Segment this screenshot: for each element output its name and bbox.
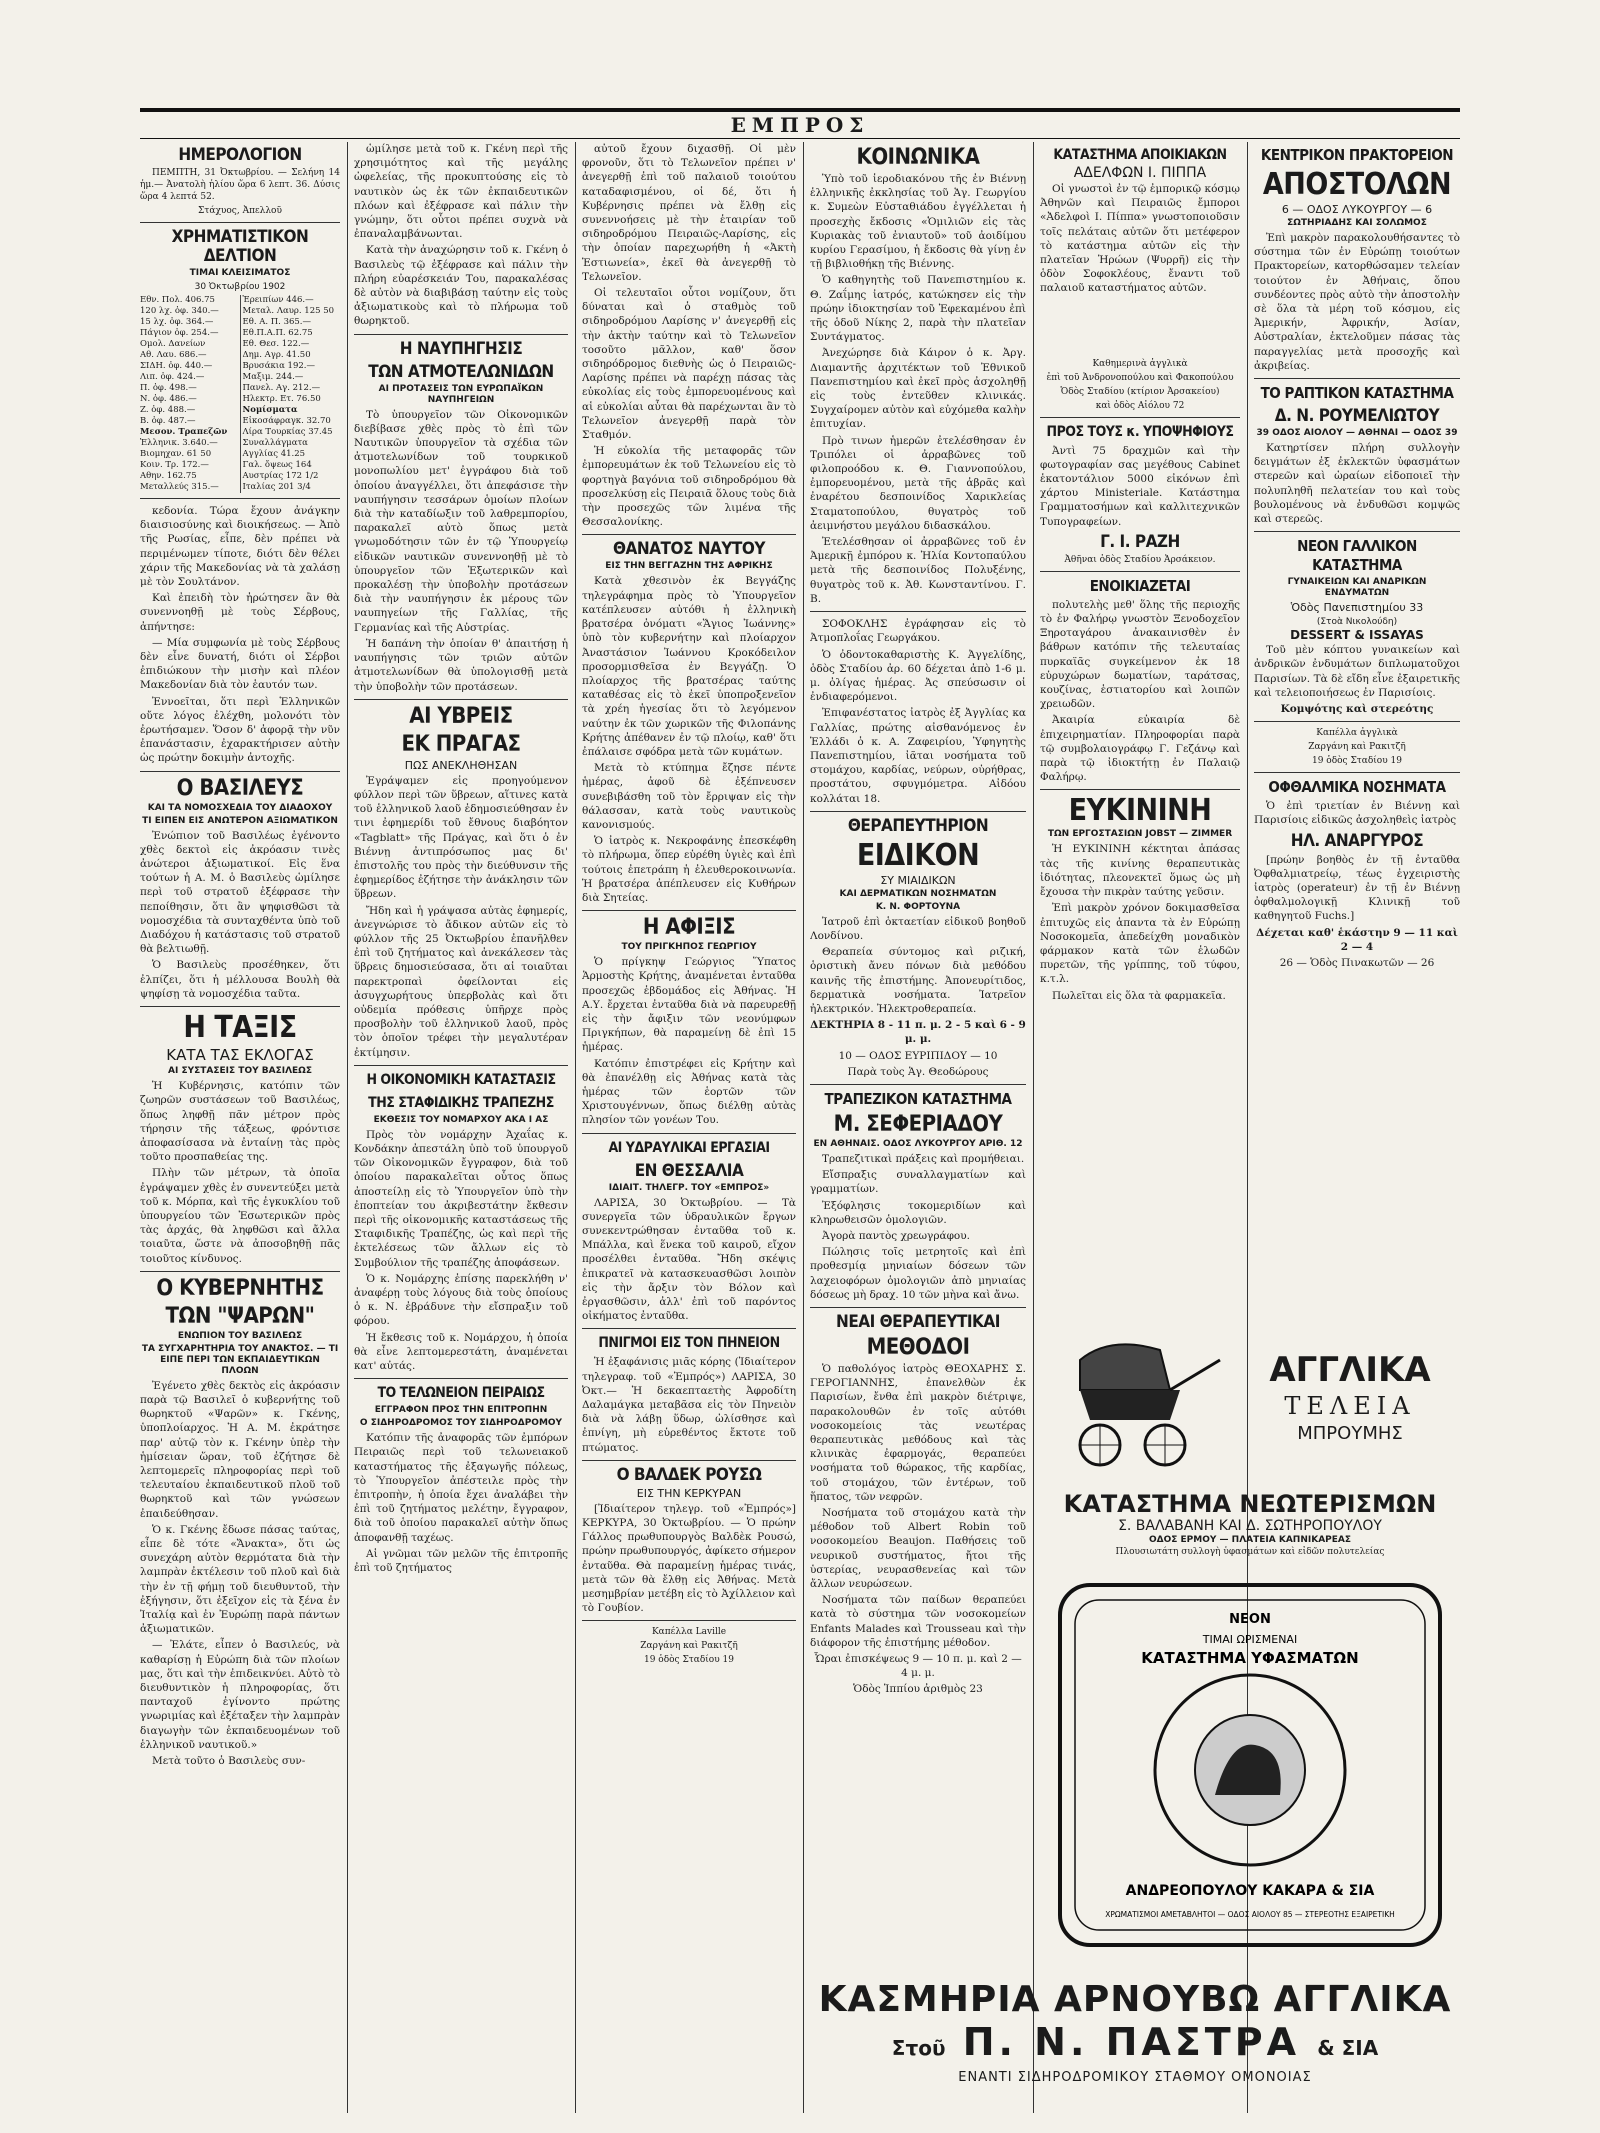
stock-row: Β. ὀφ. 487.— [140, 416, 196, 426]
stock-row: Εθ. Θεσ. 122.— [242, 339, 310, 349]
stock-row: Εθ. Α. Π. 365.— [242, 317, 312, 327]
article-text: Ἐνώπιον τοῦ Βασιλέως ἐγένοντο χθὲς δεκτοὶ εἰς ἀκρόασιν τινὲς ἀνώτεροι ἀξιωματικοί. Εἰς ἕνα τούτων ἡ Α. Μ. ὁ Βασιλεὺς ὡμίλησε περὶ τοῦ στρατοῦ ἐξέφρασε τὴν πεποίθησιν, ὅτι ἂν ψηφισθῶσι τὰ νομοσχέδια τὰ συνταχθέντα ὑπὸ τοῦ Διαδόχου ἡ κατάστασις τοῦ στρατοῦ θὰ βελτιωθῇ. [140, 829, 340, 956]
bottom-ad-name: Π. Ν. ΠΑΣΤΡΑ [962, 2020, 1300, 2064]
stock-title: ΧΡΗΜΑΤΙΣΤΙΚΟΝ ΔΕΛΤΙΟΝ [171, 227, 309, 266]
clinic-subtitle-2: ΣΥ ΜΙΑΙΔΙΚΩΝ [880, 873, 956, 887]
hydraulic-subtitle: ΕΝ ΘΕΣΣΑΛΙΑ [634, 1160, 744, 1181]
methods-title: ΝΕΑΙ ΘΕΡΑΠΕΥΤΙΚΑΙ [836, 1312, 1000, 1332]
article-text: Ἡ δαπάνη τὴν ὁποίαν θ' ἀπαιτήσῃ ἡ ναυπήγησις τῶν τριῶν αὐτῶν ἀτμοτελωνίδων θὰ ὑπολογισθῇ μετὰ τὴν ὑποβολὴν τῶν προτάσεων. [354, 637, 568, 693]
stock-row: Βρυσάκια 192.— [242, 361, 315, 371]
article-text: Ἡ Κυβέρνησις, κατόπιν τῶν ζωηρῶν συστάσεων τοῦ Βασιλέως, ὅπως ληφθῇ πᾶν μέτρον πρὸς τήρησιν τῆς τάξεως, φρόντισε ἀποφασίσασα νὰ ἐνταίνῃ τὰς πρὸς τοῦτο προσπαθείας της. [140, 1080, 340, 1164]
methods-subtitle: ΜΕΘΟΔΟΙ [866, 1335, 970, 1360]
article-text: Ἀκαιρία εὐκαιρία δὲ ἐπιχειρηματίαν. Πληροφορίαι παρὰ τῷ συμβολαιογράφῳ Γ. Γεζάνῳ καὶ παρὰ τῷ ἰδιοκτήτῃ ἐν Παλαιῷ Φαλήρῳ. [1040, 714, 1240, 784]
stock-row: Μαξιμ. 244.— [242, 372, 304, 382]
stock-row: Ἐρειπίων 446.— [242, 295, 314, 305]
clinic-address-2: Παρὰ τοὺς Ἁγ. Θεοδώρους [847, 1065, 989, 1078]
office-title: ΚΕΝΤΡΙΚΟΝ ΠΡΑΚΤΟΡΕΙΟΝ [1260, 146, 1454, 164]
french-store-name: DESSERT & ISSAYAS [1290, 628, 1424, 643]
french-store-address-2: (Στοὰ Νικολούδη) [1316, 617, 1398, 628]
article-text: ὡμίλησε μετὰ τοῦ κ. Γκένη περὶ τῆς χρησιμότητος καὶ τῆς μεγάλης ὠφελείας, τῆς προκυπτούσης εἰς τὸ ναυτικὸν ὡς ἐκ τῶν ἐκπαιδευτικῶν πλόων καὶ ἐξέφρασε καὶ πάλιν τὴν γνώμην, ὅτι οὗτοι πρέπει συχνὰ νὰ ἐπαναλαμβάνωνται. [354, 143, 568, 241]
king-subtitle: ΚΑΙ ΤΑ ΝΟΜΟΣΧΕΔΙΑ ΤΟΥ ΔΙΑΔΟΧΟΥ [147, 802, 333, 813]
stock-row: Ομολ. Δανείων [140, 339, 206, 349]
gloves: Καθημερινὰ ἀγγλικὰ [1092, 358, 1188, 369]
article-text: Οἱ τελευταῖοι οὗτοι νομίζουν, ὅτι δύναται καὶ ὁ σταθμὸς τοῦ σιδηροδρόμου Λαρίσης ν' ἀνεγερθῇ εἰς τὴν ἀκτὴν ταύτην καὶ τὸ Τελωνεῖον τοσοῦτο μᾶλλον, καθ' ὅσον σιδηρόδρομος διεθνὴς ὡς ὁ Πειραιῶς-Λαρίσης πρέπει νὰ παρέχῃ πάσας τὰς εὐκολίας εἰς τοὺς ἐμπορευομένους καὶ αἱ εὐκολίαι αὗται θὰ παρέχωνται ἂν τὸ Τελωνεῖον ἀνεγερθῇ παρὰ τὸν Σταθμόν. [582, 287, 796, 442]
stock-row: Κοιν. Τρ. 172.— [140, 460, 209, 470]
column-2 [354, 142, 568, 2113]
article-text: Ἀγορὰ παντὸς χρεωγράφου. [822, 1229, 970, 1242]
candidates-name: Γ. Ι. ΡΑΖΗ [1100, 531, 1180, 552]
methods-address: Ὁδὸς Ἱππίου ἀριθμὸς 23 [853, 1683, 983, 1696]
article-text: Πρὸ τινων ἡμερῶν ἐτελέσθησαν ἐν Τριπόλει οἱ ἀρραβῶνες τοῦ φιλοπροόδου κ. Θ. Γιαννοπούλου, ἐμπορευομένου, μετὰ τῆς ἀβρᾶς καὶ ἐναρέτου δεσποινίδος Χαρικλείας Σταματοπούλου, θυγατρὸς τοῦ ἀειμνήστου μεγάλου διδασκάλου. [810, 434, 1026, 532]
article-text: [Ἰδιαίτερον τηλεγρ. τοῦ «Ἐμπρός»] ΚΕΡΚΥΡΑ, 30 Ὀκτωβρίου. — Ὁ πρώην Γάλλος πρωθυπουργὸς Βαλδὲκ Ρουσώ, πρώην πρωθυπουργός, ἀφίκετο σήμερον ἐνταῦθα. Θὰ παραμείνῃ ἡμέρας τινάς, μετὰ τῶν θὰ ἔλθῃ εἰς Ἀθήνας. Μετὰ μεσημβρίαν μετέβη εἰς τὸ Ἀχίλλειον καὶ τὸ Γουβίον. [582, 1502, 796, 1615]
bottom-ad-line3: ΕΝΑΝΤΙ ΣΙΔΗΡΟΔΡΟΜΙΚΟΥ ΣΤΑΘΜΟΥ ΟΜΟΝΟΙΑΣ [958, 2070, 1312, 2085]
tailor-address: 39 ΟΔΟΣ ΑΙΟΛΟΥ — ΑΘΗΝΑΙ — ΟΔΟΣ 39 [1256, 428, 1458, 439]
stock-row: 120 λχ. ὀφ. 340.— [140, 306, 219, 316]
article-text: Κατὰ τὴν ἀναχώρησιν τοῦ κ. Γκένη ὁ Βασιλεὺς τῷ ἐξέφρασε καὶ πάλιν τὴν πλήρη εὐαρέσκειάν Του, παρακαλέσας δὲ αὐτὸν νὰ διαβιβάσῃ ταύτην εἰς τοὺς ἀξιωματικοὺς καὶ τὸ πλήρωμα τοῦ θωρηκτοῦ. [354, 244, 568, 328]
article-text: Ἤδη καὶ ἡ γράψασα αὐτὰς ἐφημερίς, ἀνεγνώρισε τὸ ἄδικον αὐτῶν εἰς τὸ φύλλον τῆς 25 Ὀκτωβρίου ἐπανῆλθεν ἐπὶ τοῦ ζητήματος καὶ ἀνεκάλεσεν τὰς ὕβρεις δημοσιεύσασα, ὅτι αἱ τοιαῦται παρεκτροπαὶ ὀφείλονται εἰς ἀσυγχωρήτους ὑπερβολὰς καὶ ὅτι οὐδεμία πρόθεσις ὑπῆρχε πρὸς προσβολὴν τοῦ ἑλληνικοῦ λαοῦ, πρὸς τὸν ὁποῖον τρέφει τὴν μεγαλυτέραν ἐκτίμησιν. [354, 904, 568, 1059]
article-text: Ὁ πρίγκηψ Γεώργιος Ὕπατος Ἁρμοστὴς Κρήτης, ἀναμένεται ἐνταῦθα προσεχῶς ἑβδομάδος εἰς Ἀθήνας. Ἡ Α.Υ. ἔρχεται ἐνταῦθα διὰ νὰ παρευρεθῇ εἰς τὴν ἄφιξιν τῶν νεονύμφων Πριγκήπων, θὰ παραμείνῃ δὲ ἐπὶ 15 ἡμέρας. [582, 956, 796, 1054]
novelty-subtitle: Σ. ΒΑΛΑΒΑΝΗ ΚΑΙ Δ. ΣΩΤΗΡΟΠΟΥΛΟΥ [1118, 1518, 1382, 1534]
pram-ad [1040, 1330, 1460, 1480]
customs-subtitle: ΕΓΓΡΑΦΟΝ ΠΡΟΣ ΤΗΝ ΕΠΙΤΡΟΠΗΝ [374, 1405, 548, 1416]
sailor-title: ΘΑΝΑΤΟΣ ΝΑΥΤΟΥ [613, 539, 765, 560]
coin-row: Γαλ. ὄψεως 164 [242, 460, 312, 470]
french-store-address: Ὁδὸς Πανεπιστημίου 33 [1290, 601, 1424, 615]
stock-row: Ν. ὀφ. 486.— [140, 394, 197, 404]
hydraulic-title: ΑΙ ΥΔΡΑΥΛΙΚΑΙ ΕΡΓΑΣΙΑΙ [608, 1139, 770, 1156]
french-store-slogan: Κομψότης καὶ στερεότης [1280, 703, 1434, 716]
order-subtitle: ΚΑΤΑ ΤΑΣ ΕΚΛΟΓΑΣ [166, 1046, 314, 1065]
stock-row: Πανελ. Αγ. 212.— [242, 383, 321, 393]
article-text: Ἰατροῦ ἐπὶ ὁκταετίαν εἰδικοῦ βοηθοῦ Λονδίνου. [810, 915, 1026, 942]
masthead-title: ΕΜΠΡΟΣ [730, 113, 870, 137]
coin-row: Αγγλίας 41.25 [242, 449, 306, 459]
label-footer: ΧΡΩΜΑΤΙΣΜΟΙ ΑΜΕΤΑΒΛΗΤΟΙ — ΟΔΟΣ ΑΙΟΛΟΥ 85 — ΣΤΕΡΕΟΤΗΣ ΕΞΑΙΡΕΤΙΚΗ [1105, 1910, 1395, 1919]
article-text: Ἐπὶ μακρὸν παρακολουθήσαντες τὸ σύστημα τῶν ἐν Εὐρώπῃ τοιούτων Πρακτορείων, κατορθώσαμεν τελείαν τοιούτον ἐν Ἀθήναις, ὅπου συνδέοντες πρὸς αὐτὸ τὴν ἀποστολὴν σὲ ὅλα τὰ μέρη τοῦ κόσμου, εἰς Ἀμερικήν, Ἀφρικήν, Ἀσίαν, Αὐστραλίαν, ἐκτελοῦμεν πάσας τὰς παραγγελίας μετὰ προσοχῆς καὶ ἀκριβείας. [1254, 232, 1460, 372]
column-3 [582, 142, 796, 2113]
store-title: ΚΑΤΑΣΤΗΜΑ ΑΠΟΙΚΙΑΚΩΝ [1053, 147, 1227, 163]
shipbuilding-title: Η ΝΑΥΠΗΓΗΣΙΣ [399, 338, 523, 359]
stock-row: Ἑλληνικ. 3.640.— [140, 438, 218, 448]
eye-hours: Δέχεται καθ' ἑκάστην 9 — 11 καὶ 2 — 4 [1256, 926, 1458, 953]
gloves-4: καὶ ὁδὸς Αἰόλου 72 [1095, 400, 1185, 411]
stock-row: Δημ. Αγρ. 41.50 [242, 350, 311, 360]
customs-title: ΤΟ ΤΕΛΩΝΕΙΟΝ ΠΕΙΡΑΙΩΣ [377, 1385, 545, 1402]
visit-title: Η ΑΦΙΞΙΣ [642, 915, 736, 941]
calendar-saints: Στάχυος, Ἀπελλοῦ [198, 206, 282, 216]
governor-subtitle-2: ΕΝΩΠΙΟΝ ΤΟΥ ΒΑΣΙΛΕΩΣ [177, 1330, 303, 1341]
stock-row: Πάγιον ὀφ. 254.— [140, 328, 219, 338]
coin-row: Εἰκοσάφραγκ. 32.70 [242, 416, 331, 426]
article-text: Ἐτελέσθησαν οἱ ἀρραβῶνες τοῦ ἐν Ἀμερικῇ ἐμπόρου κ. Ἠλία Κοντοπαύλου μετὰ τῆς δεσποινίδος Πολυξένης, θυγατρὸς τοῦ κ. Ἀθ. Κωνσταντίνου. Γ. Β. [810, 536, 1026, 605]
tailor-title: ΤΟ ΡΑΠΤΙΚΟΝ ΚΑΤΑΣΤΗΜΑ [1260, 384, 1454, 403]
article-text: ΣΟΦΟΚΛΗΣ ἐγράφησαν εἰς τὸ Ἀτμοπλοΐας Γεωργάκου. [810, 618, 1026, 645]
clinic-subtitle-3: ΚΑΙ ΔΕΡΜΑΤΙΚΩΝ ΝΟΣΗΜΑΤΩΝ [839, 888, 997, 899]
office-address: 6 — ΟΔΟΣ ΛΥΚΟΥΡΓΟΥ — 6 [1281, 203, 1433, 216]
stock-row: Μεταλλεύς 315.— [140, 482, 219, 492]
column-1 [140, 142, 340, 2113]
stock-row: Λιπ. ὀφ. 424.— [140, 372, 205, 382]
article-text: Θεραπεία σύντομος καὶ ριζική, ὁριστικὴ ἄνευ πόνων διὰ μεθόδου καινῆς τῆς ἐπιστήμης. Ἀπονευρίτιδος, δερματικὰ νοσήματα. Ἰατρεῖον ἠλεκτρικόν. Ἠλεκτροθεραπεία. [810, 946, 1026, 1015]
article-text: Τοῦ μὲν κόπτου γυναικείων καὶ ἀνδρικῶν ἐνδυμάτων διπλωματοῦχοι Παρισίων. Τὰ δὲ εἴδη εἶνε ἐξαιρετικῆς καὶ τελειοποιήσεως ἐν Παρισίοις. [1254, 644, 1460, 699]
textile-label-graphic [1040, 1565, 1460, 1965]
insults-subtitle-2: ΠΩΣ ΑΝΕΚΛΗΘΗΣΑΝ [404, 758, 518, 772]
governor-subtitle: ΤΩΝ "ΨΑΡΩΝ" [165, 1303, 315, 1329]
methods-hours: Ὧραι ἐπισκέψεως 9 — 10 π. μ. καὶ 2 — 4 μ. μ. [814, 1653, 1022, 1680]
store-subtitle: ΑΔΕΛΦΩΝ Ι. ΠΙΠΠΑ [1073, 165, 1207, 181]
finance-title: Η ΟΙΚΟΝΟΜΙΚΗ ΚΑΤΑΣΤΑΣΙΣ [366, 1071, 556, 1088]
article-text: — Ἐλάτε, εἶπεν ὁ Βασιλεύς, νὰ καθαρίσῃ ἡ Εὐρώπη διὰ τῶν πλοίων μας, ὅτι καὶ τὴν ἐπιδεικνύει. Αὐτὸ τὸ διευθυντικὸν ἡ πληροφορίας, ὅτι πανταχοῦ ἐγίνοντο πρώτης γνωριμίας καὶ ἐξέταξεν τὴν λαμπρὰν διαγωγὴν τῶν ἐκπαιδευομένων τοῦ ἑλληνικοῦ ναυτικοῦ.» [140, 1639, 340, 1751]
king-title: Ο ΒΑΣΙΛΕΥΣ [176, 775, 304, 801]
english-subtitle: ΤΕΛΕΙΑ [1284, 1392, 1416, 1420]
stock-row: Ηλεκτρ. Ετ. 76.50 [242, 394, 321, 404]
masthead [140, 108, 1460, 139]
english-title: ΑΓΓΛΙΚΑ [1269, 1350, 1431, 1390]
french-store-title: ΝΕΟΝ ΓΑΛΛΙΚΟΝ ΚΑΤΑΣΤΗΜΑ [1297, 537, 1417, 575]
article-text: Ἐγράψαμεν εἰς προηγούμενον φύλλον περὶ τῶν ὕβρεων, αἵτινες κατὰ τοῦ ἑλληνικοῦ λαοῦ ἐδημοσιεύθησαν ἐν τινι ἐφημερίδι τοῦ ἔθνους διαβόητον «Tagblatt» τῆς Πράγας, καὶ ὅτι ὁ ἐν Βιέννῃ ἀντιπρόσωπος μας δι' ἐπιστολῆς του πρὸς τὴν διεύθυνσιν τῆς ἐφημερίδος ἐζήτησε τὴν ἀνάκλησιν τῶν ὕβρεων. [354, 774, 568, 901]
shipbuilding-subtitle: ΤΩΝ ΑΤΜΟΤΕΛΩΝΙΔΩΝ [368, 361, 554, 382]
article-text: πολυτελὴς μεθ' ὅλης τῆς περιοχῆς τὸ ἐν Φαλήρῳ γνωστὸν Ξενοδοχεῖον Ξηροταγάρου ἀνακαινισθὲν ἐν βάθρων κατόπιν τῆς τελευταίας πυρκαϊᾶς συγκείμενον ἐκ 18 εὐρυχώρων δωματίων, ταράτσας, κουζίνας, ἑστιατορίου καὶ λοιπῶν χρειωδῶν. [1040, 598, 1240, 711]
column-rule [1033, 142, 1034, 2113]
lace-ad: Καπέλλα ἀγγλικὰ [1316, 728, 1398, 739]
stock-row: Εθ.Π.Α.Π. 62.75 [242, 328, 313, 338]
article-text: Κατηρτίσεν πλήρη συλλογὴν δειγμάτων ἐξ ἐκλεκτῶν ὑφασμάτων στερεῶν καὶ ὡραίων εἰδοποιεῖ τὴν πολυπληθῆ πελατείαν του καὶ τοὺς βουλομένους νὰ ἐνδυθῶσι κομψῶς καὶ στερεῶς. [1254, 442, 1460, 526]
bank-title: ΤΡΑΠΕΖΙΚΟΝ ΚΑΤΑΣΤΗΜΑ [824, 1089, 1012, 1108]
article-text: Ἡ ΕΥΚΙΝΙΝΗ κέκτηται ἁπάσας τὰς τῆς κινίνης θεραπευτικὰς ἰδιότητας, πλεονεκτεῖ ὅμως ὡς μὴ ἔχουσα τὴν πικρὰν ταύτης γεῦσιν. [1040, 843, 1240, 899]
article-text: Ὁ κ. Γκένης ἔδωσε πάσας ταύτας, εἶπε δὲ τότε «Ἄνακτα», ὅτι ὡς συνεχάρη αὐτὸν θερμότατα διὰ τὴν λαμπρὰν ἐκτέλεσιν τοῦ πλοῦ καὶ διὰ τὴν ἐν τῇ φήμῃ τοῦ διευθυντοῦ, τὴν ἐξήγησιν, ὅτι ἐξεῖχον εἰς τὰ ξένα ἐν Ἰταλίᾳ καὶ ἐν Ἐυρώπῃ παρὰ πάντων ἀξιωματικῶν. [140, 1523, 340, 1636]
candidates-title: ΠΡΟΣ ΤΟΥΣ κ. ΥΠΟΨΗΦΙΟΥΣ [1046, 423, 1234, 440]
article-text: Τὸ ὑπουργεῖον τῶν Οἰκονομικῶν διεβίβασε χθὲς πρὸς τὸ ἐπὶ τῶν Ναυτικῶν ὑπουργεῖον τὰ σχέδια τῶν ἀτμοτελωνίδων τοῦ τουρκικοῦ μονοπωλίου μετ' ἐγγράφου διὰ τοῦ ὁποίου ἀναγγέλλει, ὅτι ἀπεφάσισε τὴν ναυπήγησιν τεσσάρων ὁμοίων πλοίων διὰ τὴν καταδίωξιν τοῦ λαθρεμπορίου, παρακαλεῖ αὐτὸ ὅπως μετὰ γνωμοδότησιν τῶν ἐν τῷ Ὑπουργείῳ εἰδικῶν ναυτικῶν συνεννοηθῇ μὲ τὸ ὑπουργεῖον τῶν Ἐξωτερικῶν καὶ προκαλέσῃ τὴν ὑποβολὴν προτάσεων διὰ τὴν ναυπήγησιν ἐκ μέρους τῶν ναυπηγείων τῆς Γαλλίας, τῆς Γερμανίας καὶ τῆς Αὐστρίας. [354, 408, 568, 634]
article-text: Ὁ κ. Νομάρχης ἐπίσης παρεκλήθη ν' ἀναφέρῃ τοὺς λόγους διὰ τοὺς ὁποίους ὁ κ. Ν. ἐβράδυνε τὴν εἴσπραξιν τοῦ φόρου. [354, 1272, 568, 1328]
article-text: Αἱ γνῶμαι τῶν μελῶν τῆς ἐπιτροπῆς ἐπὶ τοῦ ζητήματος [354, 1547, 568, 1575]
article-text: Ἐπιφανέστατος ἰατρὸς ἐξ Ἀγγλίας κα Γαλλίας, πρώτης αἰσθανόμενος ἐν Ἑλλάδι ὁ κ. Α. Ζαφειρίου, Ὑφηγητὴς Πανεπιστημίου, ἰᾶται νοσήματα τοῦ στομάχου, καρδίας, νεύρων, οὐρήθρας, προστάτου, σφυγμόμετρα. Αἰδόου κολλάται 18. [810, 707, 1026, 805]
insults-subtitle: ΕΚ ΠΡΑΓΑΣ [401, 731, 521, 757]
stock-row: Αθην. 162.75 [140, 471, 197, 481]
customs-subtitle-2: Ο ΣΙΔΗΡΟΔΡΟΜΟΣ ΤΟΥ ΣΙΔΗΡΟΔΡΟΜΟΥ [359, 1418, 563, 1429]
stock-row: Βιομηχαν. 61 50 [140, 449, 212, 459]
article-text: Ὁ ἰατρὸς κ. Νεκροφάνης ἐπεσκέφθη τὸ πλήρωμα, ὅπερ εὑρέθη ὑγιὲς καὶ ἐπὶ τούτοις ἐπετράπη ἡ ἐλευθεροκοινωνία. Ἡ βρατσέρα ἀπέπλευσεν εἰς Κυθήρων διὰ Σητείας. [582, 835, 796, 904]
order-title: Η ΤΑΞΙΣ [183, 1010, 297, 1046]
label-name: ΑΝΔΡΕΟΠΟΥΛΟΥ ΚΑΚΑΡΑ & ΣΙΑ [1125, 1883, 1375, 1899]
finance-subtitle-2: ΕΚΘΕΣΙΣ ΤΟΥ ΝΟΜΑΡΧΟΥ ΑΚΑ Ι ΑΣ [373, 1114, 549, 1125]
article-text: Ἡ εὐκολία τῆς μεταφορᾶς τῶν ἐμπορευμάτων ἐκ τοῦ Τελωνείου εἰς τὸ φορτηγὰ βαγόνια τοῦ σιδηροδρόμου θὰ προσελκύσῃ εἰς Πειραιᾶ ὅλους τοὺς διὰ τὴν προσεχῶς τῶν λιμένα τῆς Θεσσαλονίκης. [582, 445, 796, 529]
article-text: Εἴσπραξις συναλλαγματίων καὶ γραμματίων. [810, 1169, 1026, 1196]
article-text: Ὁ παθολόγος ἰατρὸς ΘΕΟΧΑΡΗΣ Σ. ΓΕΡΟΓΙΑΝΝΗΣ, ἐπανελθὼν ἐκ Παρισίων, ἔνθα ἐπὶ μακρὸν διέτριψε, παρακολουθῶν ἐν τοῖς αὐτόθι νοσοκομείοις τὰς νεωτέρας θεραπευτικὰς μεθόδους καὶ τὰς κλινικὰς ἐφαρμογάς, θεραπεύει νοσήματα τοῦ θώρακος, τῆς καρδίας, τοῦ στομάχου, τῶν ἐντέρων, τοῦ ἥπατος, τῶν νεφρῶν. [810, 1363, 1026, 1503]
article-text: Ὁ ὀδοντοκαθαριστὴς Κ. Ἀγγελίδης, ὁδὸς Σταδίου ἀρ. 60 δέχεται ἀπὸ 1-6 μ. μ. ὀλίγας ἡμέρας. Ἀς σπεύσωσιν οἱ ἐνδιαφερόμενοι. [810, 648, 1026, 704]
label-store: ΚΑΤΑΣΤΗΜΑ ΥΦΑΣΜΑΤΩΝ [1141, 1649, 1359, 1667]
article-text: αὐτοῦ ἔχουν διχασθῇ. Οἱ μὲν φρονοῦν, ὅτι τὸ Τελωνεῖον πρέπει ν' ἀνεγερθῇ ἐπὶ τοῦ παλαιοῦ τοιούτου καταδαφισμένου, οἱ δέ, ὅτι ἡ Κυβέρνησις πρέπει νὰ ἔλθῃ εἰς συνεννοήσεις μὲ τὴν ἑταιρίαν τοῦ σιδηροδρόμου Πειραιῶς-Λαρίσης, εἰς τὴν ὁποίαν παρεχωρήθη ἡ «Ἀκτὴ Ἑστιωνεία», ἐκεῖ θὰ ἀνεγερθῇ τὸ Τελωνεῖον. [582, 143, 796, 283]
pram-illustration [1050, 1330, 1230, 1470]
article-text: Ἀνεχώρησε διὰ Κάιρον ὁ κ. Ἀργ. Διαμαντῆς ἀρχιτέκτων τοῦ Ἐθνικοῦ Πανεπιστημίου καὶ ἐκεῖ πρὸς ἀσχοληθῇ εἰς τοὺς ἐντεῦθεν κλινικάς. Συγχαίρομεν αὐτὸν καὶ εὐχόμεθα καλὴν ἐπιτυχίαν. [810, 347, 1026, 431]
article-text: Ἐννοεῖται, ὅτι περὶ Ἑλληνικῶν οὔτε λόγος ἐλέχθη, μολονότι τὸν ἐρωτήσαμεν. Ὅσον δ' ἀφορᾷ τὴν νῦν ἐπανάστασιν, ἐχαρακτήρισεν αὐτὴν ὡς πρώτην δοκιμὴν ἀντοχῆς. [140, 695, 340, 765]
sailor-subtitle: ΕΙΣ ΤΗΝ ΒΕΓΓΑΖΗΝ ΤΗΣ ΑΦΡΙΚΗΣ [605, 561, 773, 572]
bank-address: ΕΝ ΑΘΗΝΑΙΣ. ΟΔΟΣ ΛΥΚΟΥΡΓΟΥ ΑΡΙΘ. 12 [813, 1138, 1023, 1149]
english-subtitle-2: ΜΠΡΟΥΜΗΣ [1297, 1423, 1403, 1444]
article-text: Καὶ ἐπειδὴ τὸν ἠρώτησεν ἂν θὰ συνεννοηθῇ μὲ τοὺς Σέρβους, ἀπήντησε: [140, 592, 340, 633]
stock-row: Π. ὀφ. 498.— [140, 383, 197, 393]
clinic-subtitle-4: Κ. Ν. ΦΟΡΤΟΥΝΑ [875, 901, 961, 912]
social-title: ΚΟΙΝΩΝΙΚΑ [856, 145, 980, 170]
article-text: Νοσήματα τοῦ στομάχου κατὰ τὴν μέθοδον τοῦ Albert Robin τοῦ νοσοκομείου Beaujon. Παθήσεις τοῦ νευρικοῦ συστήματος, ἤτοι τῆς ὑστερίας, νευρασθενείας καὶ τῶν ἄλλων νευρώσεων. [810, 1507, 1026, 1591]
article-text: κεδονία. Τώρα ἔχουν ἀνάγκην διαισιοσύνης καὶ διοικήσεως. — Ἀπὸ τῆς Ρωσίας, εἶπε, δὲν πρέπει νὰ περιμένωμεν τίποτε, διότι δὲν θέλει χάριν τῆς Μακεδονίας νὰ τὰ χαλάσῃ μὲ τὸν Σουλτάνον. [140, 505, 340, 589]
article-text: Κατόπιν τῆς ἀναφορᾶς τῶν ἐμπόρων Πειραιῶς περὶ τοῦ τελωνειακοῦ καταστήματος τῆς ἐξαγωγῆς πόλεως, τὸ Ὑπουργεῖον ἀπέστειλε πρὸς τὴν ἐπιτροπὴν, ἡ ὁποία ἔχει ἀναλάβει τὴν ἐπὶ τοῦ ζητήματος μελέτην, ἔγγραφον, διὰ τοῦ ὁποίου παρακαλεῖ αὐτὴν ὅπως ἀποφανθῇ ταχέως. [354, 1432, 568, 1544]
stock-row: Εθν. Πολ. 406.75 [140, 295, 215, 305]
french-store-subtitle: ΓΥΝΑΙΚΕΙΩΝ ΚΑΙ ΑΝΔΡΙΚΩΝ ΕΝΔΥΜΑΤΩΝ [1287, 577, 1427, 599]
novelty-address: ΟΔΟΣ ΕΡΜΟΥ — ΠΛΑΤΕΙΑ ΚΑΠΝΙΚΑΡΕΑΣ [1148, 1535, 1352, 1545]
waldeck-subtitle: ΕΙΣ ΤΗΝ ΚΕΡΚΥΡΑΝ [636, 1486, 742, 1500]
label-prices: ΤΙΜΑΙ ΩΡΙΣΜΕΝΑΙ [1202, 1633, 1298, 1646]
article-text: — Μία συμφωνία μὲ τοὺς Σέρβους δὲν εἶνε δυνατή, διότι οἱ Σέρβοι ἐπιδιώκουν τὴν μισὴν καὶ πλέον Μακεδονίαν διὰ τὸν ἑαυτόν των. [140, 636, 340, 692]
bottom-ad-suffix: & ΣΙΑ [1317, 2036, 1379, 2060]
bottom-ad-line1: ΚΑΣΜΗΡΙΑ ΑΡΝΟΥΒΩ ΑΓΓΛΙΚΑ [818, 1979, 1452, 2020]
coins-title: Νομίσματα [242, 405, 298, 415]
waldeck-title: Ο ΒΑΛΔΕΚ ΡΟΥΣΩ [616, 1464, 762, 1485]
gloves-3: Ὁδὸς Σταδίου (κτίριον Ἀρσακείου) [1060, 386, 1220, 397]
article-text: ΛΑΡΙΣΑ, 30 Ὀκτωβρίου. — Τὰ συνεργεῖα τῶν ὑδραυλικῶν ἔργων συνεκεντρώθησαν ἐνταῦθα τοῦ κ. Μπάλλα, καὶ ἕνεκα τοῦ καιροῦ, εἴχον προσέλθει ἐνταῦθα. Ἤδη σκέψις ἐπικρατεῖ νὰ κατασκευασθῶσι λοιπὸν εἰς τὴν ἄρξιν τὸν Βόλον καὶ ἐργασθῶσιν, ἀλλ' ἐπὶ τοῦ παρόντος οἰκήματος ἐνταῦθα. [582, 1196, 796, 1323]
column-4 [810, 142, 1026, 1973]
article-text: Τραπεζιτικαὶ πράξεις καὶ προμήθειαι. [822, 1152, 1025, 1165]
visit-subtitle: ΤΟΥ ΠΡΙΓΚΗΠΟΣ ΓΕΩΡΓΙΟΥ [621, 942, 757, 953]
article-text: Νοσήματα τῶν παίδων θεραπεύει κατὰ τὸ σύστημα τῶν νοσοκομείων Enfants Malades καὶ Trousseau καὶ τὴν διάφορον τῆς ἐπιστήμης μέθοδον. [810, 1594, 1026, 1649]
article-text: Κατὰ χθεσινὸν ἐκ Βεγγάζης τηλεγράφημα πρὸς τὸ Ὑπουργεῖον κατέπλευσεν αὐτόθι ἡ ἑλληνικὴ βρατσέρα ὀνόματι «Ἅγιος Ἰωάννης» ὑπὸ τὸν κυβερνήτην καὶ πλοίαρχον Ἀναστάσιον Ἰωάννου Κροκόδειλον προσορμισθεῖσα ἐν Βεγγάζῃ. Ὁ πλοίαρχος τῆς βρατσέρας ταύτης καταθέσας εἰς τὸ ἐκεῖ ὑποπροξενεῖον τὰ χρέη ἡγεσίας ὅτι τὸ λεγόμενον ναύτην ἐκ τῶν χωρικῶν τῆς Φιλοπάνης Κρήτης ἀπέθανεν ἐν τῷ πλοίῳ, καθ' ὅτι ἐπάλαισε σφόδρα μετὰ τῶν κυμάτων. [582, 575, 796, 758]
lace-ad-3: 19 ὁδὸς Σταδίου 19 [1311, 756, 1403, 767]
ad-lace: Καπέλλα Laville [651, 1627, 727, 1638]
bottom-advert [810, 1980, 1460, 2110]
column-rule [575, 142, 576, 2113]
newspaper-page [140, 0, 1460, 2133]
stock-right [241, 295, 341, 493]
lace-ad-2: Ζαργάνη καὶ Ρακιτζῆ [1308, 742, 1406, 753]
article-text: Πλὴν τῶν μέτρων, τὰ ὁποῖα ἐγράψαμεν χθὲς ἐν συνεντεύξει μετὰ τοῦ κ. Μόρπα, καὶ τῆς ἐγκυκλίου τοῦ ὑπουργείου τῶν Ἐσωτερικῶν πρὸς τὰς ἀρχάς, θὰ ληφθῶσι καὶ ἄλλα τοιαῦτα, ὥστε νὰ ἀποσοβηθῇ πᾶς τοιοῦτος κίνδυνος. [140, 1167, 340, 1265]
label-top: ΝΕΟΝ [1229, 1612, 1271, 1627]
article-text: Πρὸς τὸν νομάρχην Ἀχαΐας κ. Κονδάκην ἀπεστάλη ὑπὸ τοῦ ὑπουργοῦ τῶν Οἰκονομικῶν ἔγγραφον, διὰ τοῦ ὁποίου παρακαλεῖται οὗτος ὅπως ἀποστείλῃ εἰς τὸ Ὑπουργεῖον ὑπὸ τὴν ἐποπτείαν του ἀκριβεστάτην ἔκθεσιν περὶ τῆς οἰκονομικῆς καταστάσεως τῆς Σταφιδικῆς Τραπέζης, ὡς καὶ περὶ τῆς ἐκτελέσεως τῶν ἄλλων εἰς τὸ Συμβούλιον τῆς τραπέζης ἀποφάσεων. [354, 1128, 568, 1269]
stock-row: 15 λχ. ὀφ. 364.— [140, 317, 214, 327]
article-text: Πωλεῖται εἰς ὅλα τὰ φαρμακεῖα. [1052, 989, 1226, 1002]
article-text: Ὑπὸ τοῦ ἱεροδιακόνου τῆς ἐν Βιέννῃ ἑλληνικῆς ἐκκλησίας τοῦ Ἁγ. Γεωργίου κ. Συμεὼν Εὐσταθιάδου ἐγγέλλεται ἡ προσεχὴς ἔκδοσις «Ὁμιλιῶν εἰς τὰς Κυριακὰς τοῦ ἐνιαυτοῦ» τοῦ ἀοιδίμου κυρίου Γερασίμου, ἡ ἔκδοσις θὰ γίνῃ ἐν τῇ βιβλιοθήκῃ τῆς Βιέννης. [810, 173, 1026, 271]
textile-label-ad [1040, 1565, 1460, 1965]
bank-name: Μ. ΣΕΦΕΡΙΑΔΟΥ [833, 1111, 1003, 1137]
rent-title: ΕΝΟΙΚΙΑΖΕΤΑΙ [1089, 576, 1191, 595]
article-text: Ὁ ἐπὶ τριετίαν ἐν Βιέννῃ καὶ Παρισίοις εἰδικῶς ἀσχοληθεὶς ἰατρὸς [1254, 800, 1460, 827]
ad-lace-3: 19 ὁδὸς Σταδίου 19 [643, 1655, 735, 1666]
coin-row: Αυστρίας 172 1/2 [242, 471, 319, 481]
novelty-title: ΚΑΤΑΣΤΗΜΑ ΝΕΩΤΕΡΙΣΜΩΝ [1063, 1490, 1437, 1518]
eye-title: ΟΦΘΑΛΜΙΚΑ ΝΟΣΗΜΑΤΑ [1268, 778, 1446, 797]
quinine-title: ΕΥΚΙΝΙΝΗ [1068, 793, 1212, 829]
column-rule [803, 142, 804, 2113]
clinic-title: ΘΕΡΑΠΕΥΤΗΡΙΟΝ [847, 815, 989, 836]
article-text: Ἐπὶ μακρὸν χρόνον δοκιμασθεῖσα ἐπιτυχῶς εἰς ἁπαντα τὰ ἐν Εὐρώπῃ Νοσοκομεῖα, ἀπεδείχθη μοναδικὸν φάρμακον κατὰ τῶν ἑλωδῶν πυρετῶν, τῆς γρίππης, τοῦ τύφου, κ.τ.λ. [1040, 902, 1240, 986]
article-text: Κατόπιν ἐπιστρέφει εἰς Κρήτην καὶ θὰ ἐπανέλθῃ εἰς Ἀθήνας κατὰ τὰς ἡμέρας τῶν ἑορτῶν τῶν Χριστουγέννων, ὅπως διέλθῃ αὐτὰς πλησίον τῶν γονέων Του. [582, 1057, 796, 1127]
shipbuilding-subtitle-2: ΑΙ ΠΡΟΤΑΣΕΙΣ ΤΩΝ ΕΥΡΩΠΑΪΚΩΝ ΝΑΥΠΗΓΕΙΩΝ [378, 383, 544, 405]
bottom-ad-line2 [810, 2020, 1460, 2070]
quinine-subtitle: ΤΩΝ ΕΡΓΟΣΤΑΣΙΩΝ JOBST — ZIMMER [1047, 829, 1233, 840]
pram-ad-text [1250, 1350, 1450, 1446]
candidates-address: Ἀθῆναι ὁδὸς Σταδίου Ἀρσάκειον. [1064, 554, 1216, 565]
calendar-title: ΗΜΕΡΟΛΟΓΙΟΝ [178, 145, 302, 165]
clinic-subtitle: ΕΙΔΙΚΟΝ [856, 837, 980, 873]
stock-row: Αθ. Λαυ. 686.— [140, 350, 207, 360]
governor-title: Ο ΚΥΒΕΡΝΗΤΗΣ [156, 1275, 324, 1301]
coin-row: Συναλλάγματα [242, 438, 308, 448]
gloves-2: ἐπὶ τοῦ Ἀνδρονοπούλου καὶ Φακοπούλου [1046, 372, 1234, 383]
article-text: Ὁ Βασιλεὺς προσέθηκεν, ὅτι ἐλπίζει, ὅτι ἡ μέλλουσα Βουλὴ θὰ ψηφίσῃ τὰ νομοσχέδια ταῦτα. [140, 959, 340, 1000]
column-rule [347, 142, 348, 2113]
stock-exch-title: Μεσον. Τραπεζῶν [140, 427, 228, 437]
article-text: Ἐγένετο χθὲς δεκτὸς εἰς ἀκρόασιν παρὰ τῷ Βασιλεῖ ὁ κυβερνήτης τοῦ θωρηκτοῦ «Ψαρῶν» κ. Γκένης, ὑποπλοίαρχος. Ἡ Α. Μ. ἐκράτησε παρ' αὐτῷ τὸν κ. Γκένην ὑπὲρ τὴν ἡμίσειαν ὥραν, τοῦ ἐζήτησε δὲ λεπτομερεῖς πληροφορίας περὶ τοῦ τελευταίου ἐκπαιδευτικοῦ πλοῦ τοῦ θωρηκτοῦ καὶ τῶν γνώσεων ἐπαιδεύθησαν. [140, 1379, 340, 1520]
article-text: Ὁ καθηγητὴς τοῦ Πανεπιστημίου κ. Θ. Ζαΐμης ἰατρός, κατώκησεν εἰς τὴν πρώην ἰδιοκτησίαν τοῦ Ἐφεκαμένου ἐπὶ τῆς ὁδοῦ Νίκης 2, παρὰ τὴν πλατεῖαν Συντάγματος. [810, 274, 1026, 344]
article-text: [πρώην βοηθὸς ἐν τῇ ἐνταῦθα Ὀφθαλμιατρείῳ, τέως ἐγχειριστὴς ἰατρὸς (operateur) ἐν τῇ ἐν Βιέννῃ ὀφθαλμολογικῇ Κλινικῇ τοῦ καθηγητοῦ Fuchs.] [1254, 853, 1460, 923]
article-text: Οἱ γνωστοὶ ἐν τῷ ἐμπορικῷ κόσμῳ Ἀθηνῶν καὶ Πειραιῶς ἔμποροι «Ἀδελφοὶ Ι. Πίππα» γνωστοποιοῦσιν τοῖς πελάταις αὐτῶν ὅτι μετέφερον τὸ κατάστημα αὐτῶν εἰς τὴν πλατεῖαν Ἡρώων (Ψυρρῆ) εἰς τὴν ὁδὸν Σοφοκλέους, ἔναντι τοῦ παλαιοῦ καταστήματος αὐτῶν. [1040, 183, 1240, 295]
article-text: Ἡ ἐξαφάνισις μιᾶς κόρης (Ἰδιαίτερον τηλεγραφ. τοῦ «Ἐμπρός») ΛΑΡΙΣΑ, 30 Ὀκτ.— Ἡ δεκαεπταετὴς Ἀφροδίτη Δαλαμάγκα μεταβᾶσα εἰς τὸν Πηνειὸν διὰ νὰ λάβῃ ὕδωρ, ὠλίσθησε καὶ ἐπνίγη, μὴ εὑρεθέντος ἔκτοτε τοῦ πτώματος. [582, 1356, 796, 1454]
clinic-hours: ΔΕΚΤΗΡΙΑ 8 - 11 π. μ. 2 - 5 καὶ 6 - 9 μ. μ. [810, 1019, 1026, 1046]
novelty-ad [1040, 1490, 1460, 1560]
stock-row: Ζ. ὀφ. 488.— [140, 405, 196, 415]
office-names: ΣΩΤΗΡΙΑΔΗΣ ΚΑΙ ΣΟΛΩΜΟΣ [1287, 218, 1427, 228]
order-subtitle-2: ΑΙ ΣΥΣΤΑΣΕΙΣ ΤΟΥ ΒΑΣΙΛΕΩΣ [168, 1066, 312, 1077]
hydraulic-subtitle-2: ΙΔΙΑΙΤ. ΤΗΛΕΓΡ. ΤΟΥ «ΕΜΠΡΟΣ» [608, 1182, 770, 1193]
pinios-title: ΠΝΙΓΜΟΙ ΕΙΣ ΤΟΝ ΠΗΝΕΙΟΝ [598, 1335, 780, 1352]
stock-table [140, 295, 340, 493]
clinic-address: 10 — ΟΔΟΣ ΕΥΡΙΠΙΔΟΥ — 10 [838, 1049, 998, 1062]
article-text: Πώλησις τοῖς μετρητοῖς καὶ ἐπὶ προθεσμίᾳ μηνιαίων δόσεων τῶν λαχειοφόρων ὁμολογιῶν ἀπὸ μηνιαίας δόσεως μὴ δραχ. 10 τῶν μὴνα καὶ ἄνω. [810, 1246, 1026, 1301]
office-subtitle: ΑΠΟΣΤΟΛΩΝ [1262, 167, 1452, 202]
insults-title: ΑΙ ΥΒΡΕΙΣ [409, 703, 513, 729]
article-text: Μετὰ τοῦτο ὁ Βασιλεὺς συν- [152, 1755, 306, 1768]
article-text: Ἐξόφλησις τοκομεριδίων καὶ κληρωθεισῶν ὁμολογιῶν. [810, 1199, 1026, 1226]
tailor-name: Δ. Ν. ΡΟΥΜΕΛΙΩΤΟΥ [1274, 406, 1440, 427]
eye-address: 26 — Ὁδὸς Πινακωτῶν — 26 [1279, 957, 1435, 970]
stock-row: Μεταλ. Λαυρ. 125 50 [242, 306, 335, 316]
novelty-tagline: Πλουσιωτάτη συλλογὴ ὑφασμάτων καὶ εἰδῶν πολυτελείας [1115, 1547, 1385, 1557]
coin-row: Λίρα Τουρκίας 37.45 [242, 427, 333, 437]
governor-subtitle-3: ΤΑ ΣΥΓΧΑΡΗΤΗΡΙΑ ΤΟΥ ΑΝΑΚΤΟΣ. — ΤΙ ΕΙΠΕ ΠΕΡΙ ΤΩΝ ΕΚΠΑΙΔΕΥΤΙΚΩΝ ΠΛΟΩΝ [141, 1343, 339, 1376]
finance-subtitle: ΤΗΣ ΣΤΑΦΙΔΙΚΗΣ ΤΡΑΠΕΖΗΣ [368, 1094, 554, 1111]
stock-date: 30 Ὀκτωβρίου 1902 [194, 282, 286, 292]
stock-left [140, 295, 241, 493]
eye-doctor-name: ΗΛ. ΑΝΑΡΓΥΡΟΣ [1290, 830, 1424, 851]
bottom-ad-prefix: Στοῦ [891, 2036, 946, 2060]
calendar-text: ΠΕΜΠΤΗ, 31 Ὀκτωβρίου. — Σελήνη 14 ἡμ.— Ἀνατολὴ ἡλίου ὥρα 6 λεπτ. 36. Δύσις ὥρα 4 λεπτά 52. [140, 168, 340, 202]
ad-lace-2: Ζαργάνη καὶ Ρακιτζῆ [640, 1641, 738, 1652]
article-text: Ἀντὶ 75 δραχμῶν καὶ τὴν φωτογραφίαν σας μεγέθους Cabinet ἑκατοντάλιον 5000 εἰκόνων ἐπὶ χάρτου Ministeriale. Κατάστημα Γραμματοσήμων καὶ καλλιτεχνικῶν Τυπογραφείων. [1040, 444, 1240, 528]
stock-subtitle: ΤΙΜΑΙ ΚΛΕΙΣΙΜΑΤΟΣ [189, 268, 291, 278]
article-text: Μετὰ τὸ κτύπημα ἔζησε πέντε ἡμέρας, ἀφοῦ δὲ ἐξέπνευσεν συνεβιβάσθη τοῦ τὸν ἔρριψαν εἰς τὴν θάλασσαν, κατὰ τοὺς ναυτικοὺς κανονισμούς. [582, 762, 796, 831]
article-text: Ἡ ἔκθεσις τοῦ κ. Νομάρχου, ἡ ὁποία θὰ εἶνε λεπτομερεστάτη, ἀναμένεται κατ' αὐτάς. [354, 1331, 568, 1373]
coin-row: Ιταλίας 201 3/4 [242, 482, 311, 492]
stock-row: ΣΙΔΗ. ὀφ. 440.— [140, 361, 213, 371]
king-subtitle-2: ΤΙ ΕΙΠΕΝ ΕΙΣ ΑΝΩΤΕΡΟΝ ΑΞΙΩΜΑΤΙΚΟΝ [142, 815, 338, 826]
